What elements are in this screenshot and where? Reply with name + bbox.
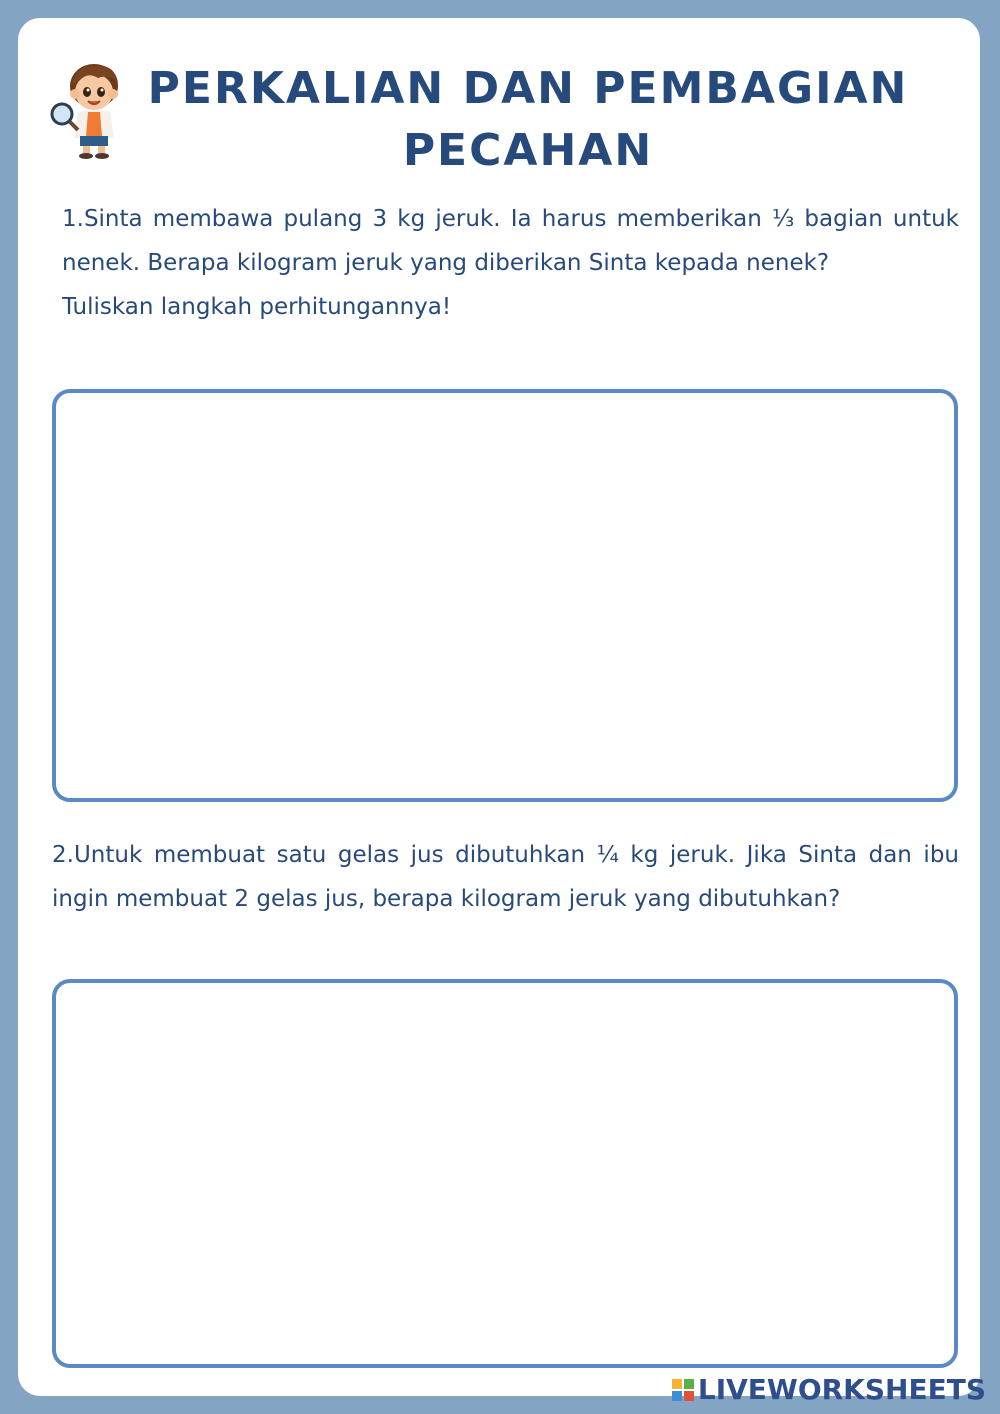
title-line-2: PECAHAN — [402, 125, 654, 176]
liveworksheets-logo-icon — [672, 1379, 694, 1401]
boy-with-magnifier-icon — [48, 56, 140, 160]
question-2-text: 2.Untuk membuat satu gelas jus dibutuhkan ¼ kg jeruk. Jika Sinta dan ibu ingin membuat 2 gelas jus, berapa kilogram jeruk yang dibutuhkan? — [52, 842, 959, 912]
page-title — [138, 58, 918, 182]
question-1-text: 1.Sinta membawa pulang 3 kg jeruk. Ia harus memberikan ⅓ bagian untuk nenek. Berapa kilogram jeruk yang diberikan Sinta kepada nenek? — [62, 206, 959, 276]
brand-watermark — [672, 1373, 986, 1406]
question-2 — [52, 833, 959, 921]
question-1 — [62, 197, 959, 329]
answer-box-2[interactable] — [52, 979, 958, 1368]
question-1-instruction: Tuliskan langkah perhitungannya! — [62, 294, 452, 320]
title-line-1: PERKALIAN DAN PEMBAGIAN — [147, 63, 909, 114]
answer-box-1[interactable] — [52, 389, 958, 802]
brand-name: LIVEWORKSHEETS — [697, 1373, 986, 1406]
